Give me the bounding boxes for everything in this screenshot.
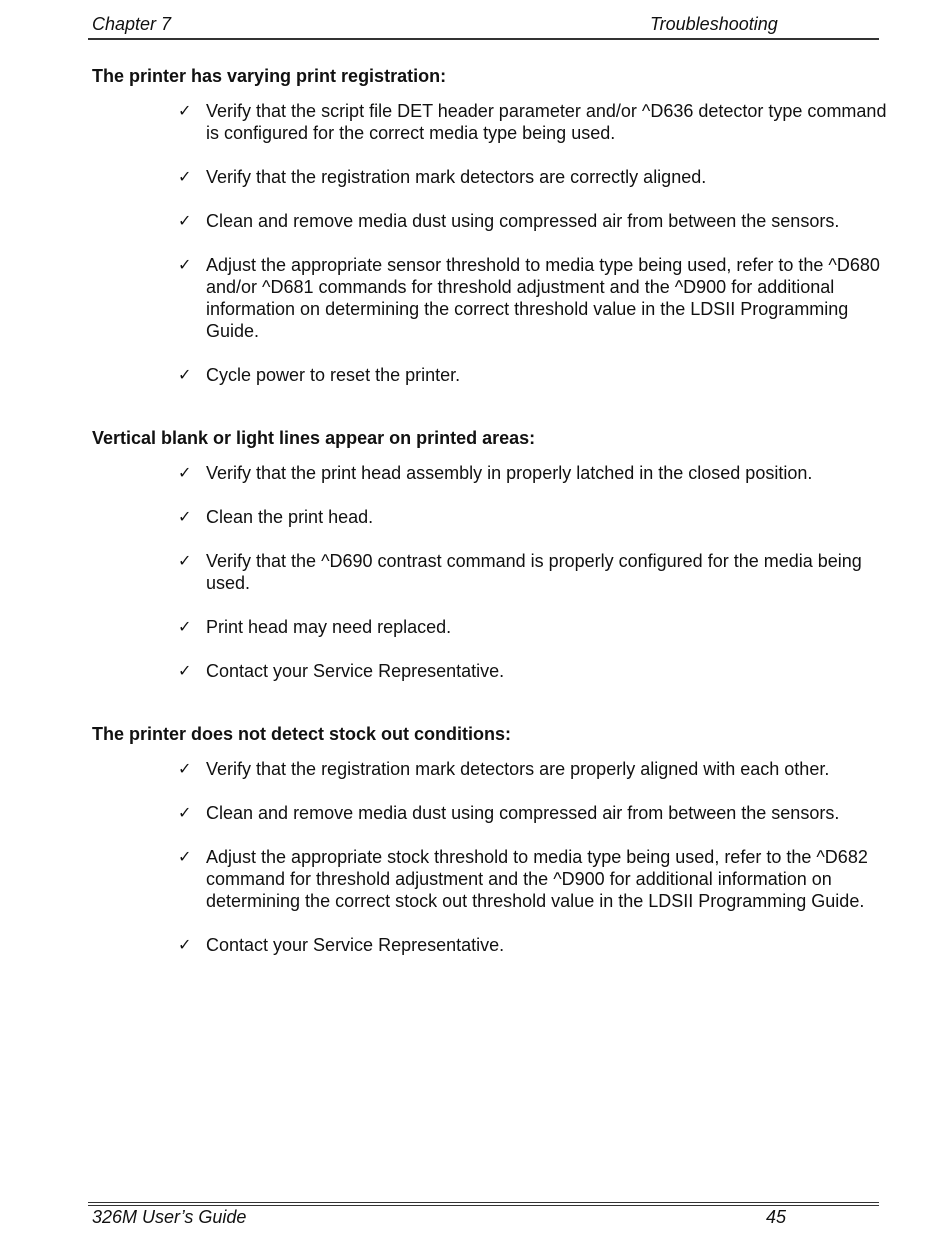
item-text: Print head may need replaced. <box>206 617 452 637</box>
list-item <box>92 506 892 528</box>
item-text: Adjust the appropriate sensor threshold to media type being used, refer to the ^D680 and/or ^D681 commands for threshold adjustment and the ^D900 for additional information on determining the correct threshold value in the LDSII Programming Guide. <box>206 255 880 341</box>
checklist <box>92 100 892 386</box>
page-number: 45 <box>766 1207 787 1227</box>
check-icon: ✓ <box>178 167 192 186</box>
check-icon: ✓ <box>178 661 192 680</box>
check-icon: ✓ <box>178 803 192 822</box>
list-item <box>92 846 892 912</box>
chapter-label: Chapter 7 <box>92 14 172 34</box>
item-text: Clean and remove media dust using compressed air from between the sensors. <box>206 211 840 231</box>
check-icon: ✓ <box>178 463 192 482</box>
list-item <box>92 364 892 386</box>
check-icon: ✓ <box>178 617 192 636</box>
item-text: Verify that the print head assembly in properly latched in the closed position. <box>206 463 813 483</box>
item-text: Contact your Service Representative. <box>206 661 505 681</box>
section-label: Troubleshooting <box>650 14 778 34</box>
item-text: Verify that the ^D690 contrast command is properly configured for the media being used. <box>206 551 862 593</box>
list-item <box>92 660 892 682</box>
list-item <box>92 550 892 594</box>
item-text: Adjust the appropriate stock threshold to media type being used, refer to the ^D682 command for threshold adjustment and the ^D900 for additional information on determining the correct stock out threshold value in the LDSII Programming Guide. <box>206 847 868 911</box>
checklist <box>92 758 892 956</box>
section-print-registration <box>92 64 892 386</box>
list-item <box>92 210 892 232</box>
item-text: Verify that the registration mark detectors are properly aligned with each other. <box>206 759 830 779</box>
page-header <box>90 14 878 38</box>
check-icon: ✓ <box>178 255 192 274</box>
list-item <box>92 802 892 824</box>
check-icon: ✓ <box>178 101 192 120</box>
footer-rule <box>88 1202 879 1203</box>
list-item <box>92 758 892 780</box>
item-text: Clean and remove media dust using compressed air from between the sensors. <box>206 803 840 823</box>
footer-rule-double <box>88 1205 879 1206</box>
check-icon: ✓ <box>178 551 192 570</box>
section-title: Vertical blank or light lines appear on printed areas: <box>92 428 536 448</box>
check-icon: ✓ <box>178 759 192 778</box>
checklist <box>92 462 892 682</box>
item-text: Contact your Service Representative. <box>206 935 505 955</box>
section-title: The printer does not detect stock out conditions: <box>92 724 512 744</box>
page-footer <box>90 1207 878 1231</box>
check-icon: ✓ <box>178 365 192 384</box>
list-item <box>92 616 892 638</box>
item-text: Cycle power to reset the printer. <box>206 365 461 385</box>
section-stock-out <box>92 722 892 956</box>
item-text: Clean the print head. <box>206 507 374 527</box>
section-vertical-lines <box>92 426 892 682</box>
item-text: Verify that the script file DET header parameter and/or ^D636 detector type command is configured for the correct media type being used. <box>206 101 887 143</box>
list-item <box>92 934 892 956</box>
header-rule <box>88 38 879 40</box>
list-item <box>92 166 892 188</box>
check-icon: ✓ <box>178 211 192 230</box>
list-item <box>92 462 892 484</box>
list-item <box>92 100 892 144</box>
check-icon: ✓ <box>178 847 192 866</box>
page-content <box>92 64 892 978</box>
check-icon: ✓ <box>178 935 192 954</box>
item-text: Verify that the registration mark detectors are correctly aligned. <box>206 167 707 187</box>
guide-title: 326M User’s Guide <box>92 1207 247 1227</box>
check-icon: ✓ <box>178 507 192 526</box>
section-title: The printer has varying print registration: <box>92 66 447 86</box>
list-item <box>92 254 892 342</box>
